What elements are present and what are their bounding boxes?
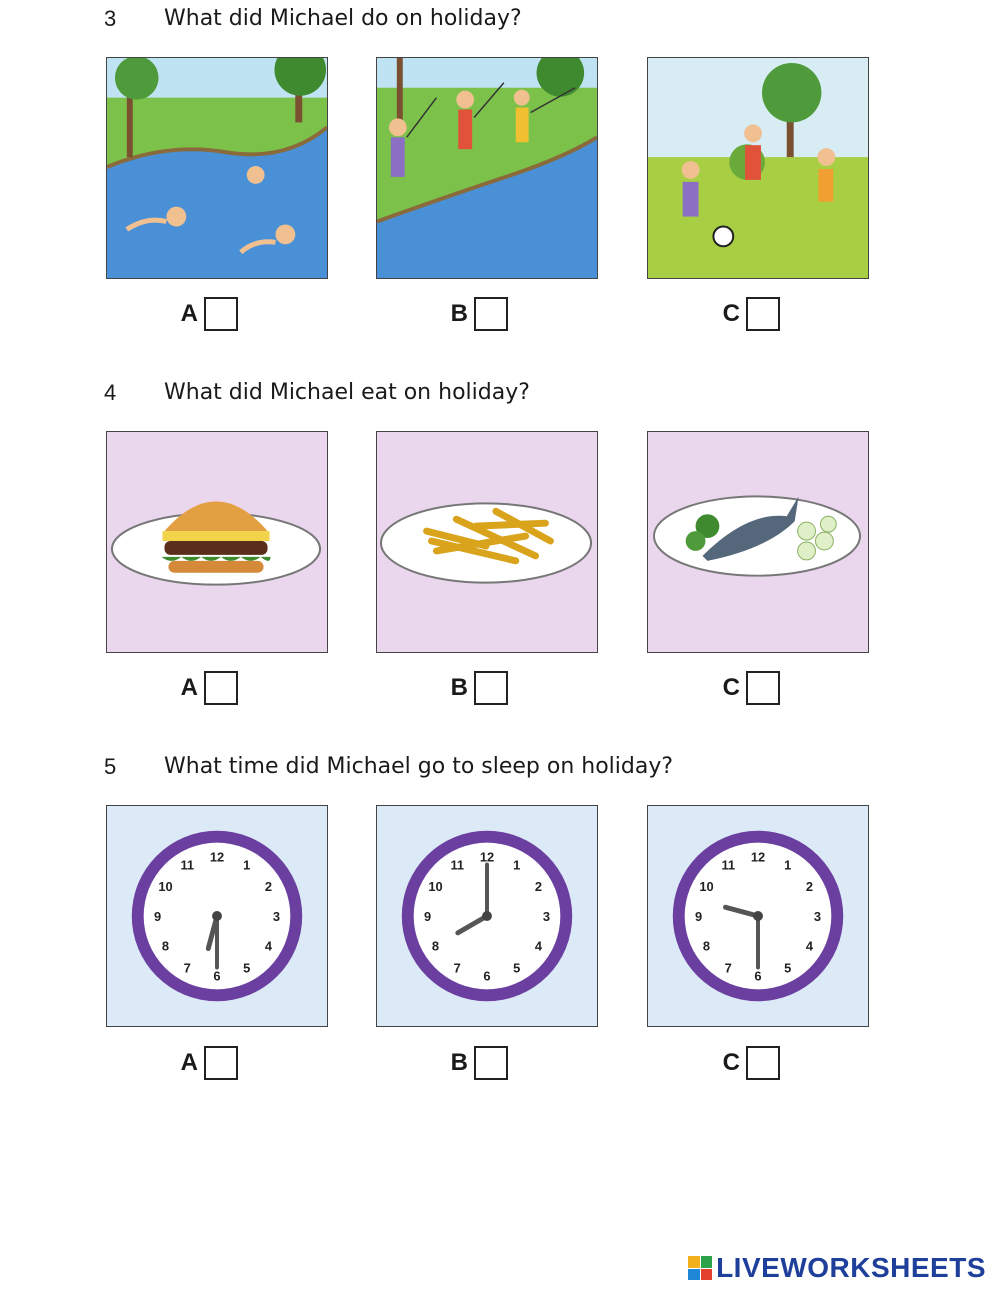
option-letter: A [180,674,198,701]
clock-number: 5 [513,960,521,976]
question-4-option-b[interactable] [446,671,508,705]
question-3-option-c[interactable] [718,297,780,331]
fishing-picture [376,57,598,279]
option-letter: B [450,300,468,327]
clock-number: 10 [699,879,714,895]
clock-number: 4 [534,938,543,954]
clock-number: 7 [453,960,461,976]
clock-number: 3 [272,908,281,924]
option-letter: C [722,1049,740,1076]
football-picture [647,57,869,279]
clock-number: 8 [702,938,711,954]
clock-number: 1 [784,857,792,873]
question-4-option-c[interactable] [718,671,780,705]
question-4-option-a[interactable] [176,671,238,705]
option-letter: C [722,674,740,701]
clock-number: 12 [750,849,766,865]
question-4-number: 4 [104,380,117,405]
clock-number: 10 [158,879,173,895]
clock-number: 11 [180,857,195,873]
liveworksheets-footer [688,1252,986,1284]
burger-picture [106,431,328,653]
clock-number: 2 [805,879,814,895]
question-3-option-b[interactable] [446,297,508,331]
clock-number: 9 [423,908,432,924]
swimming-picture [106,57,328,279]
question-5-number: 5 [104,754,117,779]
clock-number: 9 [694,908,703,924]
clock-number: 6 [213,968,221,984]
clock-number: 7 [724,960,732,976]
clock-number: 6 [483,968,491,984]
clock-number: 10 [428,879,443,895]
option-letter: B [450,1049,468,1076]
clock-number: 5 [784,960,792,976]
clock-center [482,911,492,921]
question-3-option-a[interactable] [176,297,238,331]
clock-number: 4 [264,938,273,954]
clock-number: 3 [542,908,551,924]
clock-picture-a [106,805,328,1027]
clock-number: 3 [813,908,822,924]
answer-checkbox[interactable] [746,1046,780,1080]
question-3-text: What did Michael do on holiday? [164,6,522,31]
clock-number: 8 [161,938,170,954]
clock-number: 9 [153,908,162,924]
clock-number: 8 [431,938,440,954]
clock-number: 2 [534,879,543,895]
brand-name: LIVEWORKSHEETS [716,1252,986,1283]
clock-number: 4 [805,938,814,954]
question-4-text: What did Michael eat on holiday? [164,380,530,405]
question-3-number: 3 [104,6,117,31]
clock-number: 6 [754,968,762,984]
fish-picture [647,431,869,653]
clock-number: 1 [513,857,521,873]
answer-checkbox[interactable] [474,297,508,331]
option-letter: C [722,300,740,327]
clock-number: 12 [209,849,225,865]
clock-picture-c [647,805,869,1027]
question-5-text: What time did Michael go to sleep on holiday? [164,754,674,779]
clock-number: 11 [450,857,465,873]
clock-center [212,911,222,921]
option-letter: A [180,300,198,327]
answer-checkbox[interactable] [204,297,238,331]
liveworksheets-logo-icon [688,1256,712,1280]
clock-number: 12 [479,849,495,865]
clock-number: 11 [721,857,736,873]
answer-checkbox[interactable] [746,671,780,705]
clock-number: 1 [243,857,251,873]
answer-checkbox[interactable] [204,671,238,705]
clock-picture-b [376,805,598,1027]
clock-number: 5 [243,960,251,976]
question-5-option-a[interactable] [176,1046,238,1080]
answer-checkbox[interactable] [204,1046,238,1080]
clock-number: 2 [264,879,273,895]
answer-checkbox[interactable] [474,671,508,705]
option-letter: B [450,674,468,701]
answer-checkbox[interactable] [746,297,780,331]
question-5-option-c[interactable] [718,1046,780,1080]
chips-picture [376,431,598,653]
question-5-option-b[interactable] [446,1046,508,1080]
clock-center [753,911,763,921]
option-letter: A [180,1049,198,1076]
clock-number: 7 [183,960,191,976]
answer-checkbox[interactable] [474,1046,508,1080]
